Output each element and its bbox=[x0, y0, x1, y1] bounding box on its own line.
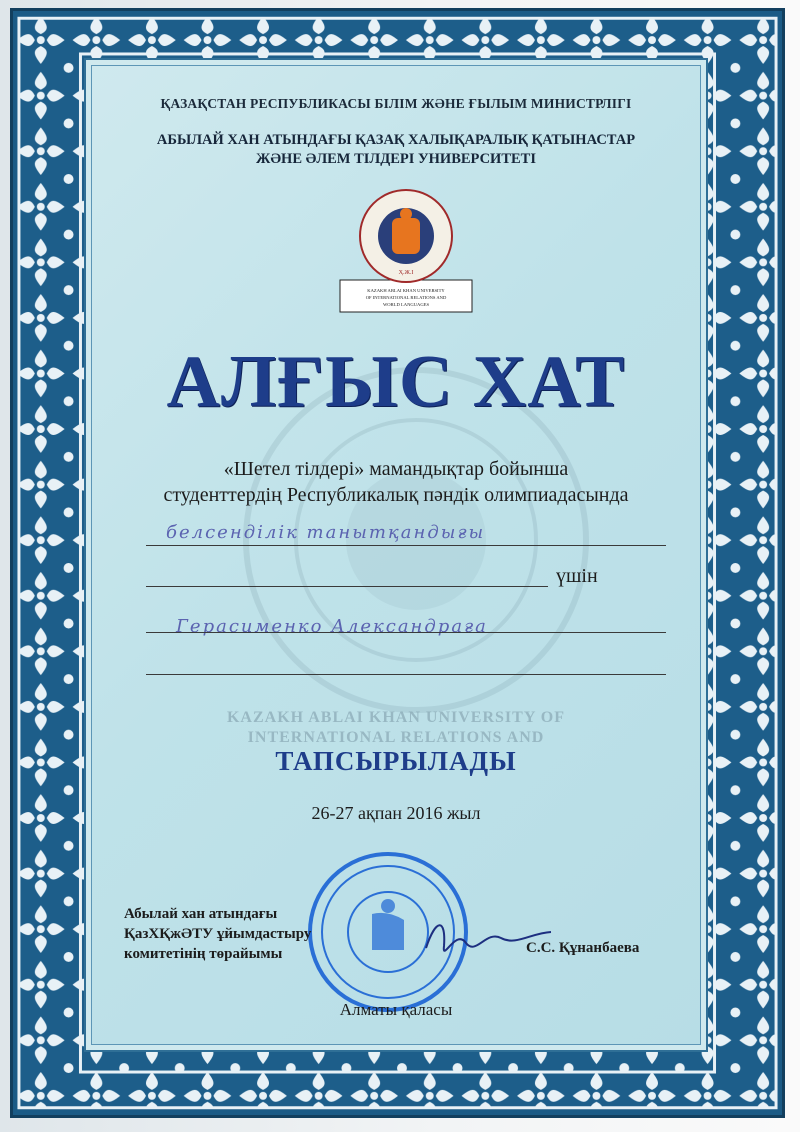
signature-title-line-3: комитетінің төрайымы bbox=[124, 946, 283, 962]
fill-line-2 bbox=[146, 586, 548, 587]
handwritten-signature bbox=[416, 908, 556, 968]
handwritten-reason: белсенділік танытқандығы bbox=[166, 522, 486, 543]
ministry-heading: ҚАЗАҚСТАН РЕСПУБЛИКАСЫ БІЛІМ ЖӘНЕ ҒЫЛЫМ МИНИСТРЛІГІ bbox=[160, 96, 632, 111]
svg-text:Ҳ.Ж.І: Ҳ.Ж.І bbox=[398, 270, 414, 276]
fill-line-1 bbox=[146, 545, 666, 546]
svg-text:WORLD LANGUAGES: WORLD LANGUAGES bbox=[382, 302, 430, 307]
certificate-title: АЛҒЫС ХАТ bbox=[166, 341, 626, 423]
awarded-heading: ТАПСЫРЫЛАДЫ bbox=[275, 746, 517, 776]
handwritten-recipient-name: Герасименко Александраға bbox=[176, 616, 488, 637]
olympiad-line-1: «Шетел тілдері» мамандықтар бойынша bbox=[223, 458, 569, 480]
svg-text:OF INTERNATIONAL RELATIONS AND: OF INTERNATIONAL RELATIONS AND bbox=[365, 295, 447, 300]
svg-text:KAZAKH ABLAI KHAN UNIVERSITY: KAZAKH ABLAI KHAN UNIVERSITY bbox=[367, 288, 445, 293]
olympiad-line-2: студенттердің Республикалық пәндік олимпиадасында bbox=[163, 484, 629, 506]
signature-title-line-1: Абылай хан атындағы bbox=[124, 906, 278, 922]
for-word: үшін bbox=[556, 565, 598, 587]
signature-title-line-2: ҚазХҚжӘТУ ұйымдастыру bbox=[124, 926, 312, 942]
signer-name: С.С. Құнанбаева bbox=[526, 940, 640, 956]
certificate-body bbox=[84, 58, 708, 1052]
certificate-date: 26-27 ақпан 2016 жыл bbox=[311, 803, 481, 823]
university-name-line-2: ЖӘНЕ ӘЛЕМ ТІЛДЕРІ УНИВЕРСИТЕТІ bbox=[256, 151, 536, 167]
city-name: Алматы қаласы bbox=[339, 1000, 453, 1019]
fill-line-4 bbox=[146, 674, 666, 675]
university-name-line-1: АБЫЛАЙ ХАН АТЫНДАҒЫ ҚАЗАҚ ХАЛЫҚАРАЛЫҚ ҚАТЫНАСТАР bbox=[156, 132, 636, 148]
fill-line-3 bbox=[146, 632, 666, 633]
university-logo bbox=[336, 188, 476, 316]
watermark-text: KAZAKH ABLAI KHAN UNIVERSITY OF INTERNATIONAL RELATIONS AND bbox=[226, 709, 565, 746]
